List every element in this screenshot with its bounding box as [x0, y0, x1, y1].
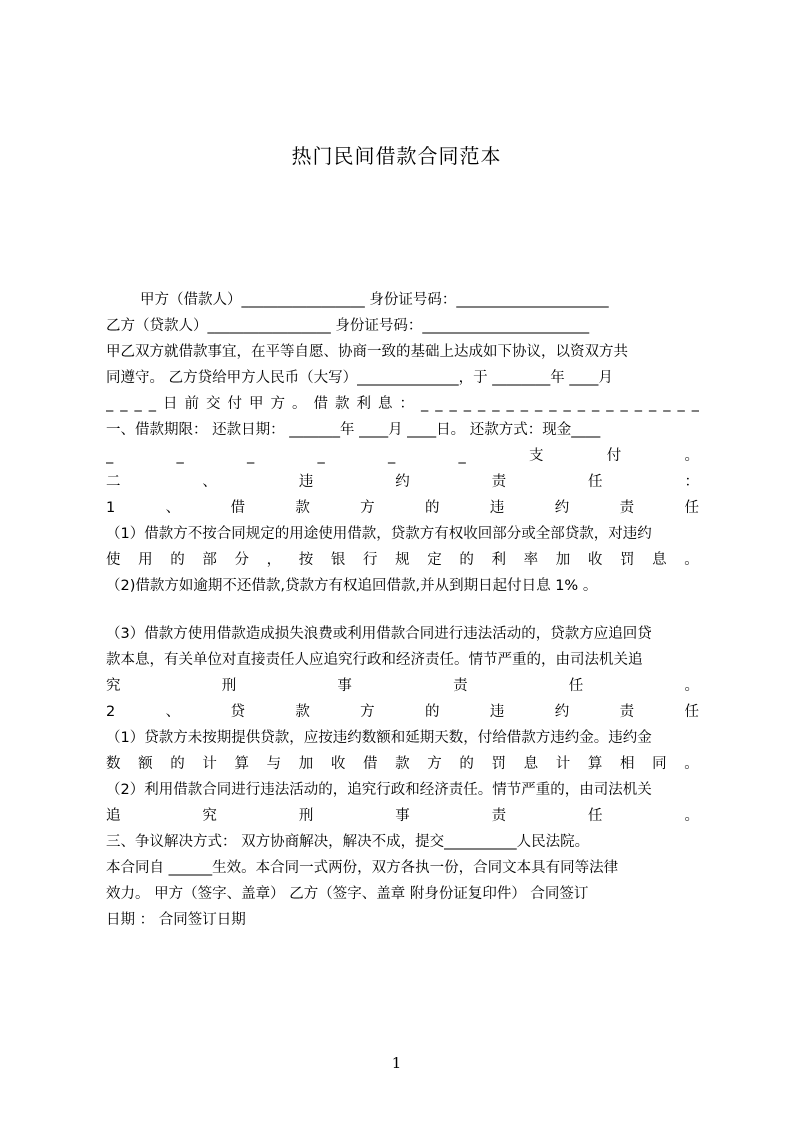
page-number: 1 — [391, 1054, 402, 1072]
clause-line: 使 用 的 部 分 ， 按 银 行 规 定 的 利 率 加 收 罚 息 。 — [106, 552, 699, 568]
clause-line: 款本息，有关单位对直接责任人应追究行政和经济责任。情节严重的，由司法机关追 — [106, 652, 643, 668]
interest-line: _ _ _ _ 日 前 交 付 甲 方 。 借 款 利 息 ： _ _ _ _ _ _ _ _ _ _ _ _ _ _ _ _ _ _ _ _ — [106, 396, 699, 412]
loan-amount-line: 同遵守。 乙方贷给甲方人民币（大写）______________，于 ________年 ____月 — [106, 370, 613, 386]
clause-line: （2）利用借款合同进行违法活动的，追究行政和经济责任。情节严重的，由司法机关 — [106, 782, 652, 798]
party-b-line: 乙方（贷款人）_________________ 身份证号码：_______________________ — [106, 318, 590, 334]
dispute-resolution-line: 三、争议解决方式： 双方协商解决，解决不成，提交__________人民法院。 — [106, 834, 590, 850]
contract-body — [106, 287, 699, 933]
signing-date-line: 日期 ： 合同签订日期 — [106, 912, 246, 928]
party-a-line: 甲方（借款人）_________________ 身份证号码：_____________________ — [140, 292, 609, 308]
effective-line: 本合同自 ______生效。本合同一式两份，双方各执一份，合同文本具有同等法律 — [106, 860, 619, 876]
payment-line: _ _ _ _ _ _ 支 付 。 — [106, 448, 699, 464]
clause-line: 究 刑 事 责 任 。 — [106, 678, 699, 694]
clause-line: （3）借款方使用借款造成损失浪费或利用借款合同进行违法活动的，贷款方应追回贷 — [106, 626, 652, 642]
clause-line: （2)借款方如逾期不还借款,贷款方有权追回借款,并从到期日起付日息 1% 。 — [106, 578, 598, 594]
document-title: 热门民间借款合同范本 — [291, 144, 502, 168]
agreement-line: 甲乙双方就借款事宜，在平等自愿、协商一致的基础上达成如下协议，以资双方共 — [106, 344, 628, 360]
clause-line: （1）贷款方未按期提供贷款，应按违约数额和延期天数，付给借款方违约金。违约金 — [106, 730, 652, 746]
loan-term-line: 一、借款期限： 还款日期： _______年 ____月 ____日。 还款方式：现金____ — [106, 422, 601, 438]
clause-line: 数 额 的 计 算 与 加 收 借 款 方 的 罚 息 计 算 相 同 。 — [106, 756, 699, 772]
subsection-heading-lender: 2 、 贷 款 方 的 违 约 责 任 — [106, 704, 699, 720]
clause-line: 追 究 刑 事 责 任 。 — [106, 808, 699, 824]
subsection-heading-borrower: 1 、 借 款 方 的 违 约 责 任 — [106, 500, 699, 516]
section-heading-breach: 二 、 违 约 责 任 ： — [106, 474, 699, 490]
signature-line: 效力。 甲方（签字、盖章） 乙方（签字、盖章 附身份证复印件） 合同签订 — [106, 886, 589, 902]
clause-line: （1）借款方不按合同规定的用途使用借款，贷款方有权收回部分或全部贷款，对违约 — [106, 526, 652, 542]
